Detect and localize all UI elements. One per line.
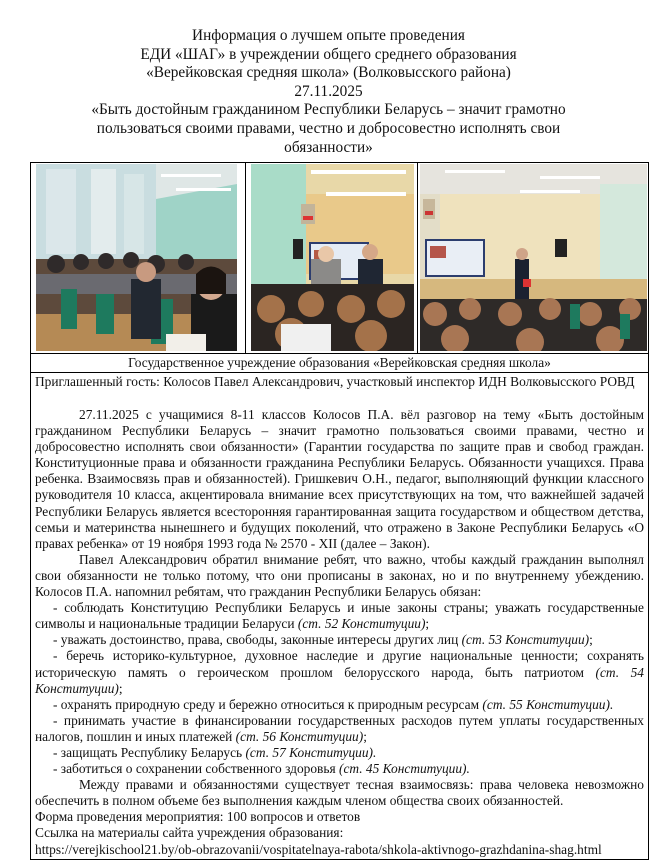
constitution-reference: (ст. 54 Конституции) xyxy=(35,664,644,696)
header-line-1: Информация о лучшем опыте проведения xyxy=(192,27,465,44)
constitution-reference: (ст. 55 Конституции). xyxy=(482,696,614,712)
constitution-reference: (ст. 53 Конституции) xyxy=(461,632,590,648)
constitution-reference: (ст. 56 Конституции) xyxy=(235,728,364,744)
header-line-2: ЕДИ «ШАГ» в учреждении общего среднего образования xyxy=(140,45,517,63)
header-line-3: «Верейковская средняя школа» (Волковысского района) xyxy=(146,64,511,82)
inspector-speaking-photo xyxy=(420,164,647,351)
paragraph-conclusion: Между правами и обязанностями существует тесная взаимосвязь: права человека невозможно обеспечить в полном объеме без выполнения каждым членом общества своих обязанностей. xyxy=(35,777,644,809)
duty-item: - уважать достоинство, права, свободы, законные интересы других лиц (ст. 53 Конституции); xyxy=(53,632,593,648)
header-date: 27.11.2025 xyxy=(294,82,363,100)
paragraph-duties-intro: Павел Александрович обратил внимание ребят, что важно, чтобы каждый гражданин выполнял свои обязанности не только потому, что они прописаны в законах, но и по внутреннему убеждению. Колосов П.А. напомнил ребятам, что гражданин Республики Беларусь обязан: xyxy=(35,551,644,600)
duty-item: - защищать Республику Беларусь (ст. 57 Конституции). xyxy=(53,744,377,760)
photo-caption: Государственное учреждение образования «Верейковская средняя школа» xyxy=(31,354,648,373)
duty-item: - беречь историко-культурное, духовное наследие и другие национальные ценности; сохранять историческую память о героическом прошлом белорусского народа, быть патриотом (ст. 54 Конституции); xyxy=(35,648,644,696)
event-topic: «Быть достойным гражданином Республики Беларусь – значит грамотно пользоваться своими правами, честно и добросовестно исполнять свои обязанности» xyxy=(91,101,566,156)
constitution-reference: (ст. 45 Конституции). xyxy=(338,761,470,777)
guest-info: Приглашенный гость: Колосов Павел Александрович, участковый инспектор ИДН Волковысского РОВД xyxy=(35,374,635,389)
duty-item: - охранять природную среду и бережно относиться к природным ресурсам (ст. 55 Конституции). xyxy=(53,696,614,712)
link-label: Ссылка на материалы сайта учреждения образования: xyxy=(35,825,344,841)
duty-item: - соблюдать Конституцию Республики Беларусь и иные законы страны; уважать государственные символы и национальные традиции Беларуси (ст. 52 Конституции); xyxy=(35,600,644,632)
info-table xyxy=(30,162,649,860)
paragraph-intro: 27.11.2025 с учащимися 8-11 классов Колосов П.А. вёл разговор на тему «Быть достойным гражданином Республики Беларусь – значит грамотно пользоваться своими правами, честно и добросовестно исполнять свои обязанности» (Гарантии государства по защите прав и свобод граждан. Конституционные права и обязанности гражданина Республики Беларусь. Обязанности учащихся. Права ребенка. Взаимосвязь прав и обязанностей). Гришкевич О.Н., педагог, выполняющий функции классного руководителя 10 класса, акцентировала внимание всех присутствующих на том, что важнейшей задачей Республики Беларусь является всесторонняя гарантированная защита государством и обществом детства, семьи и материнства нынешнего и будущих поколений, что отражено в Законе Республики Беларусь «О правах ребенка» от 19 ноября 1993 года № 2570 - XII (далее – Закон). xyxy=(35,407,644,551)
school-website-link[interactable]: https://verejkischool21.by/ob-obrazovanii/vospitatelnaya-rabota/shkola-aktivnogo-grazhdanina-shag.html xyxy=(35,841,602,857)
constitution-reference: (ст. 52 Конституции) xyxy=(297,616,426,632)
event-format: Форма проведения мероприятия: 100 вопросов и ответов xyxy=(35,809,361,825)
report-body xyxy=(31,391,648,860)
column-divider xyxy=(245,163,246,353)
audience-with-officer-photo xyxy=(36,164,237,351)
column-divider xyxy=(417,163,418,353)
constitution-reference: (ст. 57 Конституции). xyxy=(245,744,377,760)
presenters-at-screen-photo xyxy=(251,164,414,351)
duty-item: - принимать участие в финансировании государственных расходов путем уплаты государственных налогов, пошлин и иных платежей (ст. 56 Конституции); xyxy=(35,712,644,744)
duty-item: - заботиться о сохранении собственного здоровья (ст. 45 Конституции). xyxy=(53,761,470,777)
document-header xyxy=(0,27,657,157)
photo-row xyxy=(31,163,648,354)
